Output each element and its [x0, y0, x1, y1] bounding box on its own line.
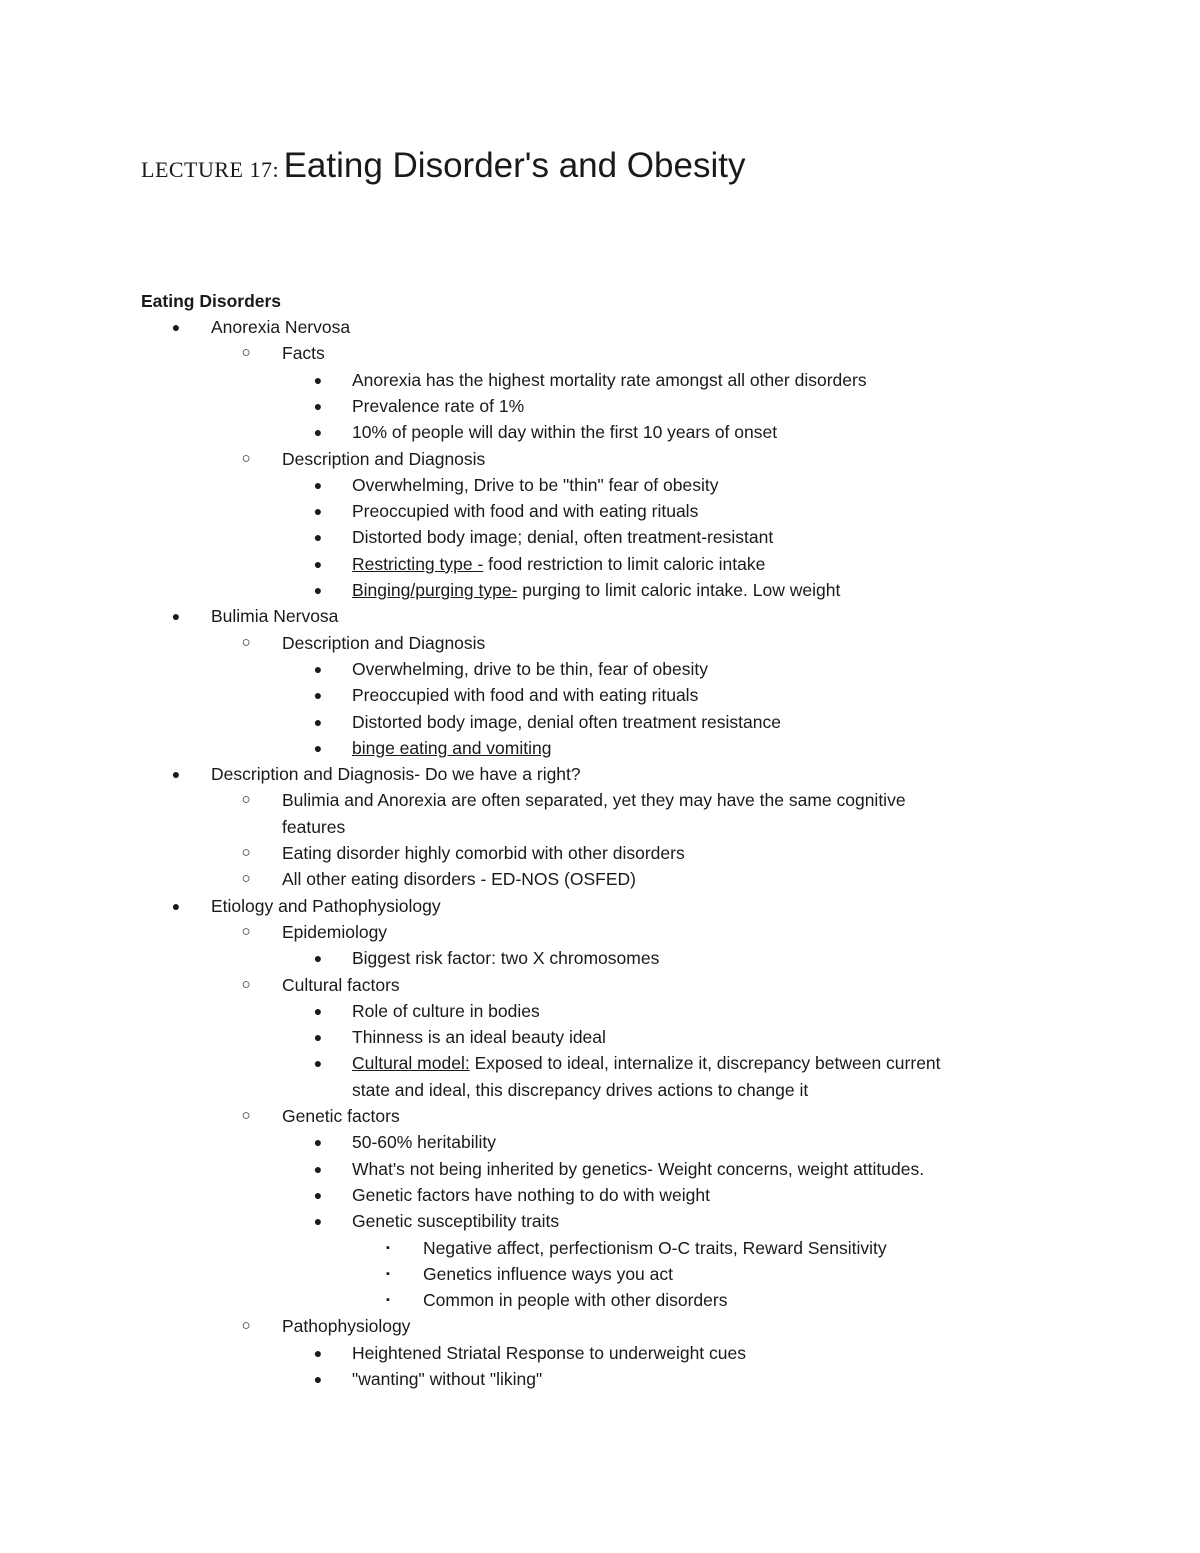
item-text: Overwhelming, drive to be thin, fear of obesity	[352, 658, 709, 679]
item-text: Cultural factors	[282, 974, 400, 995]
bullet-dot-icon: ●	[313, 503, 323, 520]
item-text: Description and Diagnosis	[282, 448, 486, 469]
list-item	[0, 735, 1200, 761]
list-item-text	[352, 1024, 606, 1050]
item-text: Overwhelming, Drive to be "thin" fear of obesity	[352, 474, 719, 495]
list-item-text	[211, 761, 581, 787]
list-item	[0, 972, 1200, 998]
list-item-text	[352, 682, 698, 708]
list-item	[0, 866, 1200, 892]
list-item	[0, 419, 1200, 445]
list-item-text	[282, 446, 485, 472]
list-item-text	[282, 630, 485, 656]
list-item	[0, 1313, 1200, 1339]
list-item	[0, 472, 1200, 498]
list-item-text	[282, 919, 387, 945]
list-item-text	[352, 472, 718, 498]
list-item	[0, 998, 1200, 1024]
bullet-dot-icon: ●	[313, 529, 323, 546]
list-item-text	[352, 709, 781, 735]
bullet-dot-icon: ●	[171, 608, 181, 625]
item-text: Common in people with other disorders	[423, 1290, 728, 1311]
list-item-text	[211, 314, 350, 340]
item-text: state and ideal, this discrepancy drives actions to change it	[352, 1079, 809, 1100]
list-item-text	[352, 1129, 496, 1155]
bullet-dot-icon: ●	[313, 739, 323, 756]
item-text: Distorted body image; denial, often treatment-resistant	[352, 527, 774, 548]
bullet-circle-icon: ○	[241, 344, 251, 362]
item-text: Anorexia Nervosa	[211, 317, 351, 337]
bullet-circle-icon: ○	[241, 844, 251, 861]
bullet-dot-icon: ●	[171, 766, 181, 783]
bullet-dot-icon: ●	[313, 687, 323, 704]
list-item-text	[352, 1182, 710, 1208]
list-item	[0, 524, 1200, 550]
list-item	[0, 314, 1200, 340]
list-item-text	[352, 1156, 924, 1182]
item-text: "wanting" without "liking"	[352, 1369, 543, 1389]
list-item-text	[352, 1366, 542, 1392]
bullet-dot-icon: ●	[313, 1134, 323, 1151]
item-text: Preoccupied with food and with eating rituals	[352, 501, 699, 522]
list-item-text	[282, 840, 685, 866]
list-item-text	[282, 1313, 410, 1339]
list-item	[0, 709, 1200, 735]
item-text: food restriction to limit caloric intake	[483, 553, 766, 574]
bullet-dot-icon: ●	[171, 897, 181, 914]
bullet-dot-icon: ●	[313, 1160, 323, 1177]
list-item	[0, 1024, 1200, 1050]
list-item-text	[423, 1261, 673, 1287]
item-text: Thinness is an ideal beauty ideal	[352, 1027, 606, 1048]
list-item-text	[282, 866, 636, 892]
list-item	[0, 893, 1200, 919]
bullet-circle-icon: ○	[241, 922, 251, 940]
list-item	[0, 682, 1200, 708]
list-item	[0, 656, 1200, 682]
list-item-text	[352, 735, 551, 761]
item-text: Negative affect, perfectionism O-C traits, Reward Sensitivity	[423, 1237, 887, 1258]
bullet-circle-icon: ○	[241, 449, 251, 467]
list-item-text	[282, 972, 400, 998]
bullet-dot-icon: ●	[313, 476, 323, 493]
list-item	[0, 840, 1200, 866]
list-item	[0, 1156, 1200, 1182]
list-item-text	[352, 1208, 559, 1234]
bullet-dot-icon: ●	[171, 319, 181, 335]
bullet-circle-icon: ○	[241, 870, 251, 888]
item-text: Genetic factors have nothing to do with weight	[352, 1184, 710, 1205]
item-text: Epidemiology	[282, 921, 388, 942]
item-text: 50-60% heritability	[352, 1132, 496, 1153]
list-item	[0, 340, 1200, 366]
list-item	[0, 630, 1200, 656]
bullet-square-icon: ▪	[386, 1241, 390, 1254]
bullet-circle-icon: ○	[241, 791, 251, 809]
list-item-text	[423, 1287, 727, 1313]
bullet-dot-icon: ●	[313, 1371, 323, 1387]
title-prefix: LECTURE 17:	[141, 157, 280, 182]
item-text: Preoccupied with food and with eating rituals	[352, 685, 699, 706]
list-item-text	[352, 656, 708, 682]
underlined-term: Cultural model:	[352, 1053, 470, 1074]
item-text: Bulimia Nervosa	[211, 606, 339, 627]
item-text: Biggest risk factor: two X chromosomes	[352, 948, 660, 969]
bullet-circle-icon: ○	[241, 975, 251, 993]
item-text: purging to limit caloric intake. Low weight	[517, 580, 841, 600]
item-text: Etiology and Pathophysiology	[211, 895, 441, 916]
list-item	[0, 1103, 1200, 1129]
title-text: Eating Disorder's and Obesity	[283, 146, 746, 185]
list-item	[0, 1129, 1200, 1155]
bullet-square-icon: ▪	[386, 1294, 390, 1307]
list-item	[0, 1340, 1200, 1366]
list-item-text	[352, 524, 773, 550]
underlined-term: Binging/purging type-	[352, 580, 518, 600]
underlined-term: Restricting type -	[352, 553, 484, 574]
list-item	[0, 919, 1200, 945]
list-item	[0, 1077, 1200, 1103]
bullet-circle-icon: ○	[241, 633, 251, 651]
item-text: 10% of people will day within the first 10 years of onset	[352, 422, 778, 443]
list-item-text	[352, 998, 540, 1024]
list-item-text	[352, 393, 524, 419]
list-item-text	[211, 893, 441, 919]
list-item	[0, 945, 1200, 971]
bullet-dot-icon: ●	[313, 713, 323, 730]
list-item-text	[282, 340, 325, 366]
list-item	[0, 551, 1200, 577]
bullet-dot-icon: ●	[313, 555, 323, 572]
list-item-text	[352, 551, 765, 577]
item-text: Anorexia has the highest mortality rate amongst all other disorders	[352, 369, 867, 390]
item-text: Genetic factors	[282, 1106, 400, 1126]
bullet-dot-icon: ●	[313, 950, 323, 967]
item-text: Bulimia and Anorexia are often separated, yet they may have the same cognitive	[282, 790, 906, 811]
list-item-text	[352, 945, 659, 971]
item-text: Pathophysiology	[282, 1316, 411, 1337]
list-item	[0, 1235, 1200, 1261]
list-item-text	[282, 1103, 400, 1129]
item-text: Heightened Striatal Response to underweight cues	[352, 1342, 746, 1363]
bullet-dot-icon: ●	[313, 1029, 323, 1046]
list-item-text	[352, 367, 867, 393]
list-item	[0, 814, 1200, 840]
bullet-dot-icon: ●	[313, 371, 323, 388]
list-item	[0, 498, 1200, 524]
list-item-text	[352, 498, 698, 524]
list-item	[0, 1366, 1200, 1392]
item-text: Role of culture in bodies	[352, 1000, 540, 1021]
bullet-dot-icon: ●	[313, 582, 323, 598]
bullet-circle-icon: ○	[241, 1317, 251, 1335]
list-item	[0, 1261, 1200, 1287]
list-item-text	[423, 1235, 887, 1261]
list-item	[0, 1050, 1200, 1076]
list-item-text	[352, 1050, 941, 1076]
section-heading: Eating Disorders	[141, 291, 282, 311]
bullet-dot-icon: ●	[313, 424, 323, 441]
bullet-dot-icon: ●	[313, 397, 323, 414]
list-item	[0, 577, 1200, 603]
item-text: Exposed to ideal, internalize it, discrepancy between current	[469, 1053, 941, 1074]
list-item	[0, 1287, 1200, 1313]
bullet-dot-icon: ●	[313, 1213, 323, 1230]
list-item-text	[352, 577, 840, 603]
item-text: Description and Diagnosis- Do we have a right?	[211, 764, 581, 785]
list-item	[0, 603, 1200, 629]
item-text: Eating disorder highly comorbid with other disorders	[282, 843, 685, 863]
list-item-text	[352, 1077, 808, 1103]
item-text: Distorted body image, denial often treatment resistance	[352, 711, 781, 732]
list-item	[0, 1182, 1200, 1208]
underlined-term: binge eating and vomiting	[352, 737, 552, 758]
list-item	[0, 393, 1200, 419]
bullet-dot-icon: ●	[313, 660, 323, 677]
list-item-text	[211, 603, 338, 629]
bullet-dot-icon: ●	[313, 1055, 323, 1072]
list-item	[0, 446, 1200, 472]
item-text: Facts	[282, 343, 325, 364]
bullet-dot-icon: ●	[313, 1186, 323, 1203]
item-text: features	[282, 816, 346, 837]
item-text: Prevalence rate of 1%	[352, 395, 525, 416]
list-item	[0, 1208, 1200, 1234]
bullet-square-icon: ▪	[386, 1267, 390, 1280]
item-text: Description and Diagnosis	[282, 632, 486, 653]
bullet-dot-icon: ●	[313, 1002, 323, 1019]
list-item-text	[282, 787, 906, 813]
bullet-circle-icon: ○	[241, 1107, 251, 1124]
list-item-text	[282, 814, 345, 840]
item-text: Genetics influence ways you act	[423, 1263, 673, 1284]
bullet-dot-icon: ●	[313, 1344, 323, 1361]
item-text: All other eating disorders - ED-NOS (OSFED)	[282, 869, 636, 890]
list-item	[0, 787, 1200, 813]
lecture-title	[141, 146, 745, 186]
item-text: What's not being inherited by genetics- Weight concerns, weight attitudes.	[352, 1158, 925, 1179]
list-item-text	[352, 1340, 746, 1366]
list-item	[0, 367, 1200, 393]
list-item-text	[352, 419, 777, 445]
item-text: Genetic susceptibility traits	[352, 1211, 560, 1232]
list-item	[0, 761, 1200, 787]
